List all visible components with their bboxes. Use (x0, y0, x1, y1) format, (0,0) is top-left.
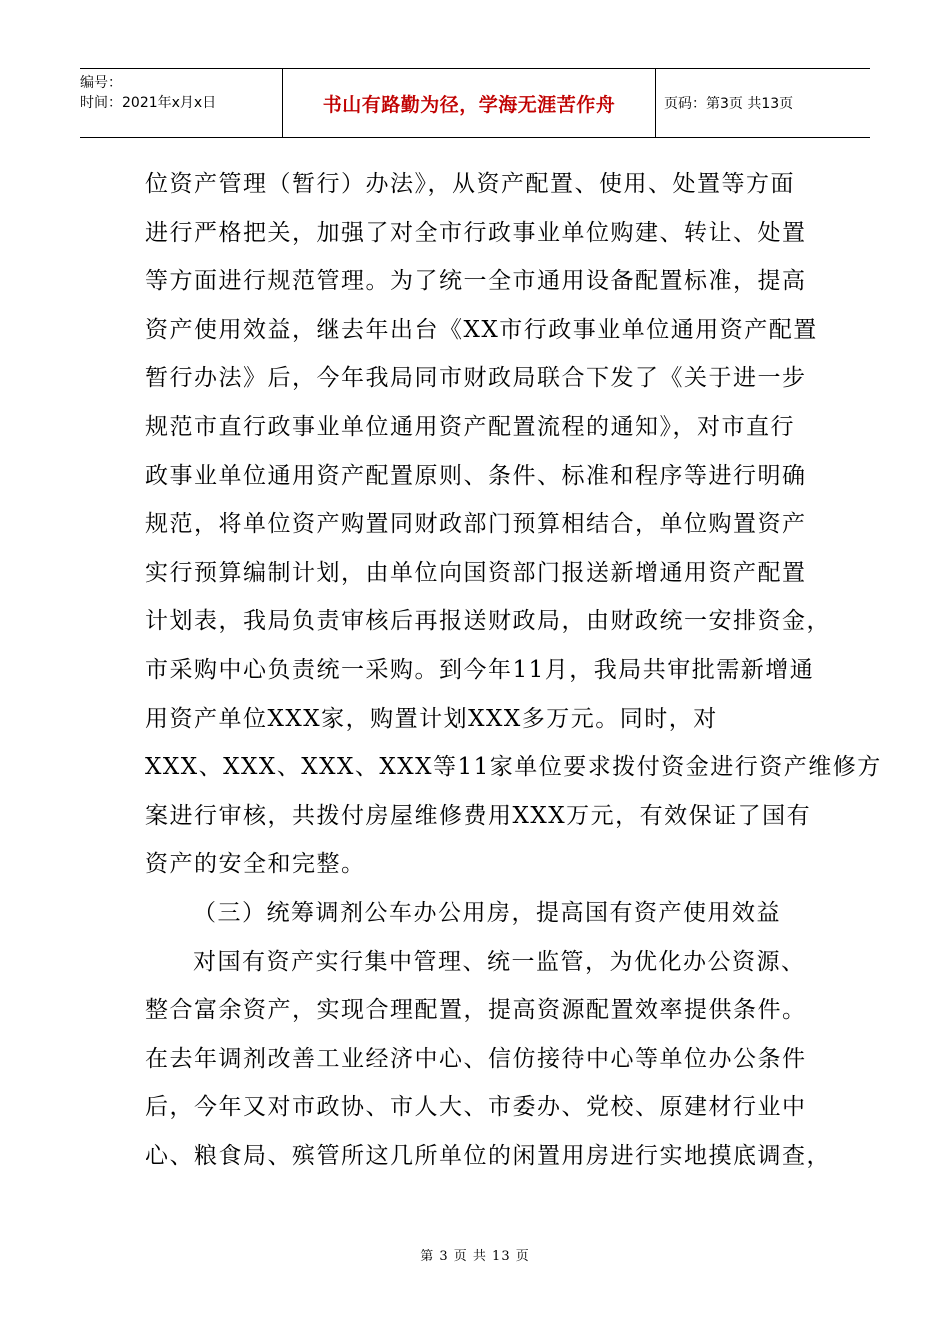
header-meta (80, 69, 283, 137)
body-line: 规范市直行政事业单位通用资产配置流程的通知》，对市直行 (145, 413, 795, 440)
body-line: XXX、XXX、XXX、XXX等11家单位要求拨付资金进行资产维修方 (145, 754, 882, 781)
header-page-info: 页码：第3页 共13页 (664, 96, 794, 112)
body-line: 政事业单位通用资产配置原则、条件、标准和程序等进行明确 (145, 462, 807, 489)
body-line: 规范，将单位资产购置同财政部门预算相结合，单位购置资产 (145, 511, 807, 538)
body-line: 后，今年又对市政协、市人大、市委办、党校、原建材行业中 (145, 1094, 807, 1121)
body-line: 整合富余资产，实现合理配置，提高资源配置效率提供条件。 (145, 997, 807, 1024)
section-heading: （三）统筹调剂公车办公用房，提高国有资产使用效益 (193, 899, 781, 926)
body-line: 在去年调剂改善工业经济中心、信仿接待中心等单位办公条件 (145, 1045, 807, 1072)
body-line: 资产的安全和完整。 (145, 851, 366, 878)
document-header (80, 68, 870, 138)
header-motto: 书山有路勤为径，学海无涯苦作舟 (283, 69, 656, 137)
header-time: 时间：2021年x月x日 (80, 95, 217, 111)
header-number: 编号： (80, 75, 122, 91)
body-line: 案进行审核，共拨付房屋维修费用XXX万元，有效保证了国有 (145, 802, 812, 829)
body-line: 暂行办法》后，今年我局同市财政局联合下发了《关于进一步 (145, 365, 807, 392)
body-line: 实行预算编制计划，由单位向国资部门报送新增通用资产配置 (145, 559, 807, 586)
body-line: 对国有资产实行集中管理、统一监管，为优化办公资源、 (193, 948, 806, 975)
body-line: 位资产管理（暂行）办法》，从资产配置、使用、处置等方面 (145, 171, 795, 197)
document-body (145, 160, 882, 1180)
body-line: 进行严格把关，加强了对全市行政事业单位购建、转让、处置 (145, 219, 807, 246)
body-line: 心、粮食局、殡管所这几所单位的闲置用房进行实地摸底调查， (145, 1142, 831, 1169)
body-line: 计划表，我局负责审核后再报送财政局，由财政统一安排资金， (145, 608, 831, 635)
body-line: 市采购中心负责统一采购。到今年11月，我局共审批需新增通 (145, 656, 815, 683)
page-footer: 第 3 页 共 13 页 (420, 1249, 530, 1264)
body-line: 等方面进行规范管理。为了统一全市通用设备配置标准，提高 (145, 268, 807, 295)
body-line: 用资产单位XXX家，购置计划XXX多万元。同时，对 (145, 705, 718, 732)
body-line: 资产使用效益，继去年出台《XX市行政事业单位通用资产配置 (145, 316, 818, 343)
